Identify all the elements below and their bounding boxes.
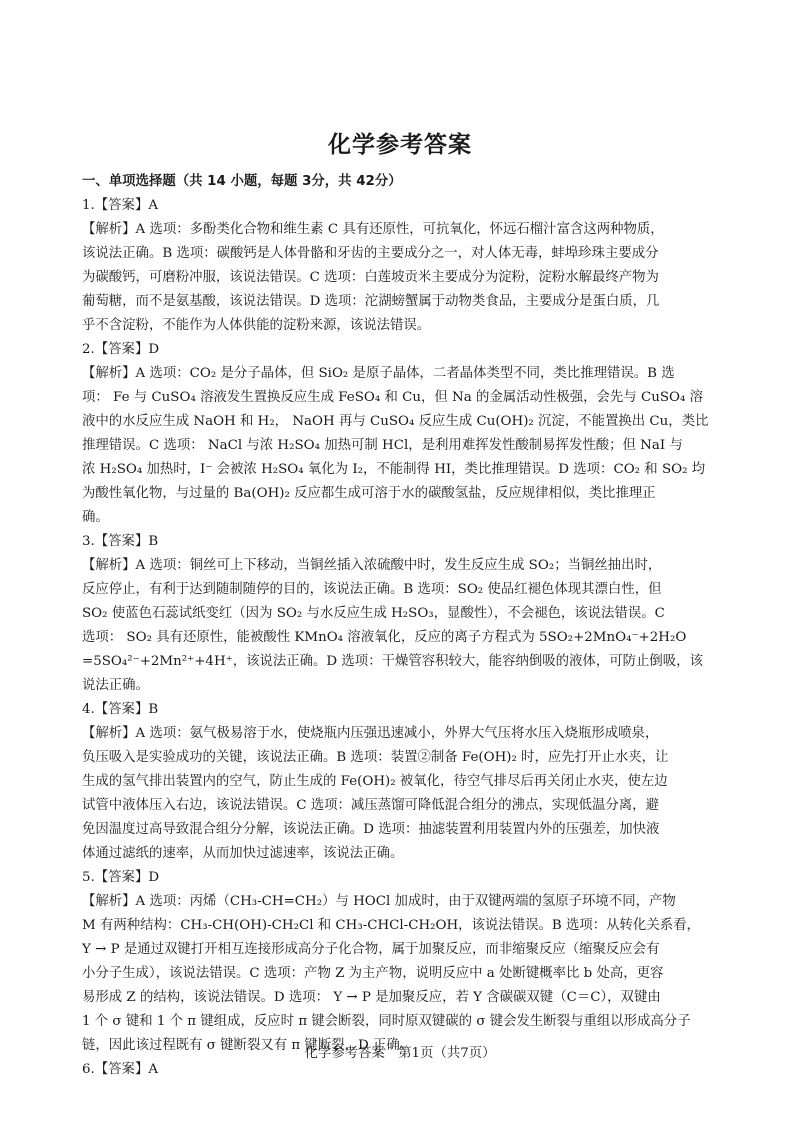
analysis-line: 【解析】A 选项：氨气极易溶于水，使烧瓶内压强迅速减小，外界大气压将水压入烧瓶形成喷泉， — [82, 726, 659, 741]
analysis-line: M 有两种结构：CH₃-CH(OH)-CH₂Cl 和 CH₃-CHCl-CH₂OH，该说法错误。B 选项：从转化关系看， — [82, 918, 700, 933]
analysis-line: 确。 — [82, 510, 109, 525]
analysis-line: 乎不含淀粉，不能作为人体供能的淀粉来源，该说法错误。 — [82, 318, 431, 333]
analysis-line: 为酸性氧化物，与过量的 Ba(OH)₂ 反应都生成可溶于水的碳酸氢盐，反应规律相似，类比推理正 — [82, 486, 656, 501]
answer-line: 4.【答案】B — [82, 702, 159, 717]
question-block — [82, 866, 722, 1058]
analysis-text — [82, 554, 722, 698]
page-title: 化学参考答案 — [328, 132, 472, 158]
analysis-line: 【解析】A 选项：丙烯（CH₃-CH=CH₂）与 HOCl 加成时，由于双键两端的氢原子环境不同，产物 — [82, 894, 676, 909]
analysis-text — [82, 890, 722, 1058]
answer-line: 1.【答案】A — [82, 198, 159, 213]
answer-line: 6.【答案】A — [82, 1062, 159, 1077]
analysis-line: 该说法正确。B 选项：碳酸钙是人体骨骼和牙齿的主要成分之一，对人体无毒，蚌埠珍珠主要成分 — [82, 246, 659, 261]
analysis-line: 免因温度过高导致混合组分分解，该说法正确。D 选项：抽滤装置利用装置内外的压强差，加快液 — [82, 822, 660, 837]
question-block — [82, 338, 722, 530]
section-heading: 一、单项选择题（共 14 小题，每题 3分，共 42分） — [82, 174, 402, 189]
answer-content — [82, 170, 722, 1082]
analysis-line: 1 个 σ 键和 1 个 π 键组成，反应时 π 键会断裂，同时原双键碳的 σ 键会发生断裂与重组以形成高分子 — [82, 1014, 691, 1029]
analysis-line: =5SO₄²⁻+2Mn²⁺+4H⁺，该说法正确。D 选项：干燥管容积较大，能容纳倒吸的液体，可防止倒吸，该 — [82, 654, 703, 669]
analysis-line: 小分子生成），该说法错误。C 选项：产物 Z 为主产物，说明反应中 a 处断键概率比 b 处高，更容 — [82, 966, 664, 981]
analysis-line: 选项： SO₂ 具有还原性，能被酸性 KMnO₄ 溶液氧化，反应的离子方程式为 5SO₂+2MnO₄⁻+2H₂O — [82, 630, 687, 645]
question-block — [82, 194, 722, 338]
analysis-line: 易形成 Z 的结构，该说法错误。D 选项： Y → P 是加聚反应，若 Y 含碳碳双键（C＝C），双键由 — [82, 990, 661, 1005]
analysis-line: 【解析】A 选项：铜丝可上下移动，当铜丝插入浓硫酸中时，发生反应生成 SO₂；当铜丝抽出时， — [82, 558, 662, 573]
question-block — [82, 1058, 722, 1082]
page-footer: 化学参考答案 第1页（共7页） — [304, 1046, 496, 1061]
analysis-line: 推理错误。C 选项： NaCl 与浓 H₂SO₄ 加热可制 HCl，是利用难挥发性酸制易挥发性酸；但 NaI 与 — [82, 438, 683, 453]
analysis-text — [82, 722, 722, 866]
analysis-line: Y → P 是通过双键打开相互连接形成高分子化合物，属于加聚反应，而非缩聚反应（缩聚反应会有 — [82, 942, 660, 957]
analysis-line: 负压吸入是实验成功的关键，该说法正确。B 选项：装置②制备 Fe(OH)₂ 时，应先打开止水夹，让 — [82, 750, 669, 765]
analysis-text — [82, 362, 722, 530]
question-block — [82, 530, 722, 698]
answer-line: 5.【答案】D — [82, 870, 160, 885]
analysis-text — [82, 218, 722, 338]
analysis-line: 浓 H₂SO₄ 加热时，I⁻ 会被浓 H₂SO₄ 氧化为 I₂，不能制得 HI，类比推理错误。D 选项：CO₂ 和 SO₂ 均 — [82, 462, 706, 477]
analysis-line: 项： Fe 与 CuSO₄ 溶液发生置换反应生成 FeSO₄ 和 Cu，但 Na 的金属活动性极强，会先与 CuSO₄ 溶 — [82, 390, 703, 405]
analysis-line: 葡萄糖，而不是氨基酸，该说法错误。D 选项：沱湖螃蟹属于动物类食品，主要成分是蛋白质，几 — [82, 294, 660, 309]
analysis-line: 链，因此该过程既有 σ 键断裂又有 π 键断裂，D 正确。 — [82, 1038, 414, 1053]
analysis-line: 【解析】A 选项：CO₂ 是分子晶体，但 SiO₂ 是原子晶体，二者晶体类型不同，类比推理错误。B 选 — [82, 366, 675, 381]
analysis-line: 为碳酸钙，可磨粉冲服，该说法错误。C 选项：白莲坡贡米主要成分为淀粉，淀粉水解最终产物为 — [82, 270, 659, 285]
analysis-line: 生成的氢气排出装置内的空气，防止生成的 Fe(OH)₂ 被氧化，待空气排尽后再关闭止水夹，使左边 — [82, 774, 668, 789]
answer-line: 2.【答案】D — [82, 342, 160, 357]
analysis-line: 试管中液体压入右边，该说法错误。C 选项：减压蒸馏可降低混合组分的沸点，实现低温分离，避 — [82, 798, 659, 813]
analysis-line: 反应停止，有利于达到随制随停的目的，该说法正确。B 选项：SO₂ 使品红褪色体现其漂白性，但 — [82, 582, 662, 597]
analysis-line: 【解析】A 选项：多酚类化合物和维生素 C 具有还原性，可抗氧化，怀远石榴汁富含这两种物质， — [82, 222, 664, 237]
analysis-line: SO₂ 使蓝色石蕊试纸变红（因为 SO₂ 与水反应生成 H₂SO₃，显酸性），不会褪色，该说法错误。C — [82, 606, 665, 621]
analysis-line: 液中的水反应生成 NaOH 和 H₂， NaOH 再与 CuSO₄ 反应生成 Cu(OH)₂ 沉淀，不能置换出 Cu，类比 — [82, 414, 709, 429]
analysis-line: 体通过滤纸的速率，从而加快过滤速率，该说法正确。 — [82, 846, 404, 861]
question-block — [82, 698, 722, 866]
analysis-line: 说法正确。 — [82, 678, 149, 693]
answer-line: 3.【答案】B — [82, 534, 159, 549]
